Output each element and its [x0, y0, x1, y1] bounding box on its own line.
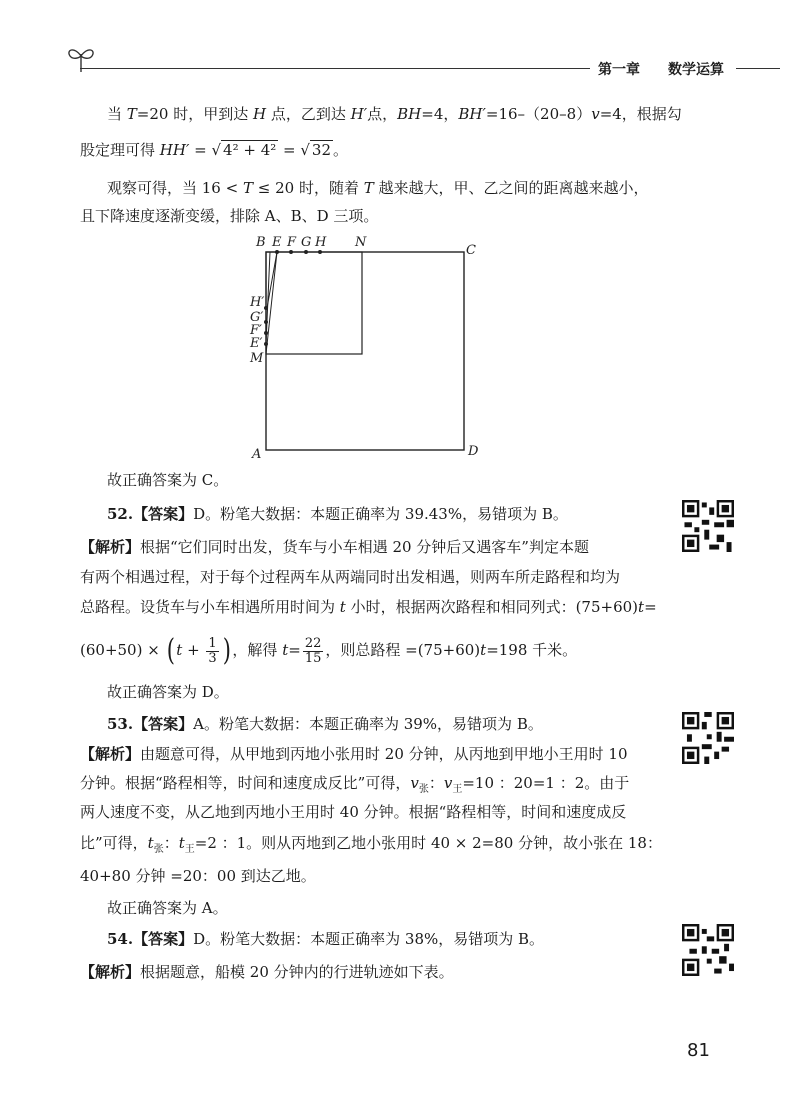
label-d: D — [468, 444, 479, 459]
label-g: G — [301, 235, 312, 250]
label-c: C — [466, 243, 476, 258]
point-fp — [264, 331, 268, 335]
label-gp: G′ — [250, 310, 264, 325]
conclusion: 故正确答案为 D。 — [107, 683, 229, 701]
text-line: 【解析】由题意可得，从甲地到丙地小张用时 20 分钟，从丙地到甲地小王用时 10 — [80, 745, 628, 763]
qr-code-icon[interactable] — [682, 924, 734, 976]
label-b: B — [256, 235, 266, 250]
page-number: 81 — [687, 1040, 710, 1061]
qr-code-icon[interactable] — [682, 712, 734, 764]
point-e — [275, 250, 279, 254]
answer-53: 53.【答案】A。粉笔大数据：本题正确率为 39%，易错项为 B。 — [107, 715, 543, 733]
label-ep: E′ — [250, 336, 263, 351]
text-line: 有两个相遇过程，对于每个过程两车从两端同时出发相遇，则两车所走路程和均为 — [80, 568, 621, 586]
text-line: 两人速度不变，从乙地到丙地小王用时 40 分钟。根据“路程相等，时间和速度成反 — [80, 803, 627, 821]
text-line: 总路程。设货车与小车相遇所用时间为 t 小时，根据两次路程和相同列式：(75+60)t= — [80, 598, 657, 616]
sprout-icon — [64, 44, 98, 74]
conclusion: 故正确答案为 C。 — [107, 471, 229, 489]
label-f: F — [287, 235, 297, 250]
text-line: 40+80 分钟 =20：00 到达乙地。 — [80, 867, 316, 885]
point-h — [318, 250, 322, 254]
header-rule-left — [80, 68, 590, 69]
label-a: A — [252, 447, 262, 462]
answer-52: 52.【答案】D。粉笔大数据：本题正确率为 39.43%，易错项为 B。 — [107, 505, 568, 523]
point-gp — [264, 320, 268, 324]
label-h: H — [315, 235, 327, 250]
chapter-title: 数学运算 — [668, 62, 724, 78]
point-ep — [264, 342, 268, 346]
answer-54: 54.【答案】D。粉笔大数据：本题正确率为 38%，易错项为 B。 — [107, 930, 545, 948]
qr-code-icon[interactable] — [682, 500, 734, 552]
geometry-figure — [240, 232, 500, 467]
text-line: 分钟。根据“路程相等，时间和速度成反比”可得，$v_张$：$v_王=10$ ：20=1 ：2。由于 — [80, 774, 630, 795]
text-line: 观察可得，当 16 < T ≤ 20 时，随着 T 越来越大，甲、乙之间的距离越来越小， — [107, 179, 649, 197]
text-line-formula: (60+50) × ( t + $\frac{1}{3}$ ) ，解得 t= $\frac{22}{15}$ ，则总路程 =(75+60)t=198 千米。 — [80, 633, 578, 668]
label-m: M — [250, 351, 264, 366]
conclusion: 故正确答案为 A。 — [107, 899, 228, 917]
square-abcd — [266, 252, 464, 450]
point-g — [304, 250, 308, 254]
inner-square — [266, 252, 362, 354]
chapter-label: 第一章 — [598, 62, 640, 78]
point-f — [289, 250, 293, 254]
label-hp: H′ — [250, 295, 265, 310]
text-line: 比”可得，$t_张$：$t_王=2$ ：1。则从丙地到乙地小张用时 40 × 2=80 分钟，故小张在 18： — [80, 834, 662, 855]
label-e: E — [272, 235, 282, 250]
point-hp — [264, 306, 268, 310]
text-line: 且下降速度逐渐变缓，排除 A、B、D 三项。 — [80, 207, 379, 225]
text-line: 【解析】根据“它们同时出发，货车与小车相遇 20 分钟后又遇客车”判定本题 — [80, 538, 589, 556]
text-line: 【解析】根据题意，船模 20 分钟内的行进轨迹如下表。 — [80, 963, 454, 981]
text-line: 当 T=20 时，甲到达 H 点，乙到达 H′点，BH=4，BH′=16–（20–8）v=4，根据勾 — [107, 105, 682, 123]
header-rule-right — [736, 68, 780, 69]
text-line: 股定理可得 HH′ = √ 4² + 4² = √ 32 。 — [80, 141, 349, 159]
label-fp: F′ — [250, 323, 262, 338]
label-n: N — [355, 235, 367, 250]
